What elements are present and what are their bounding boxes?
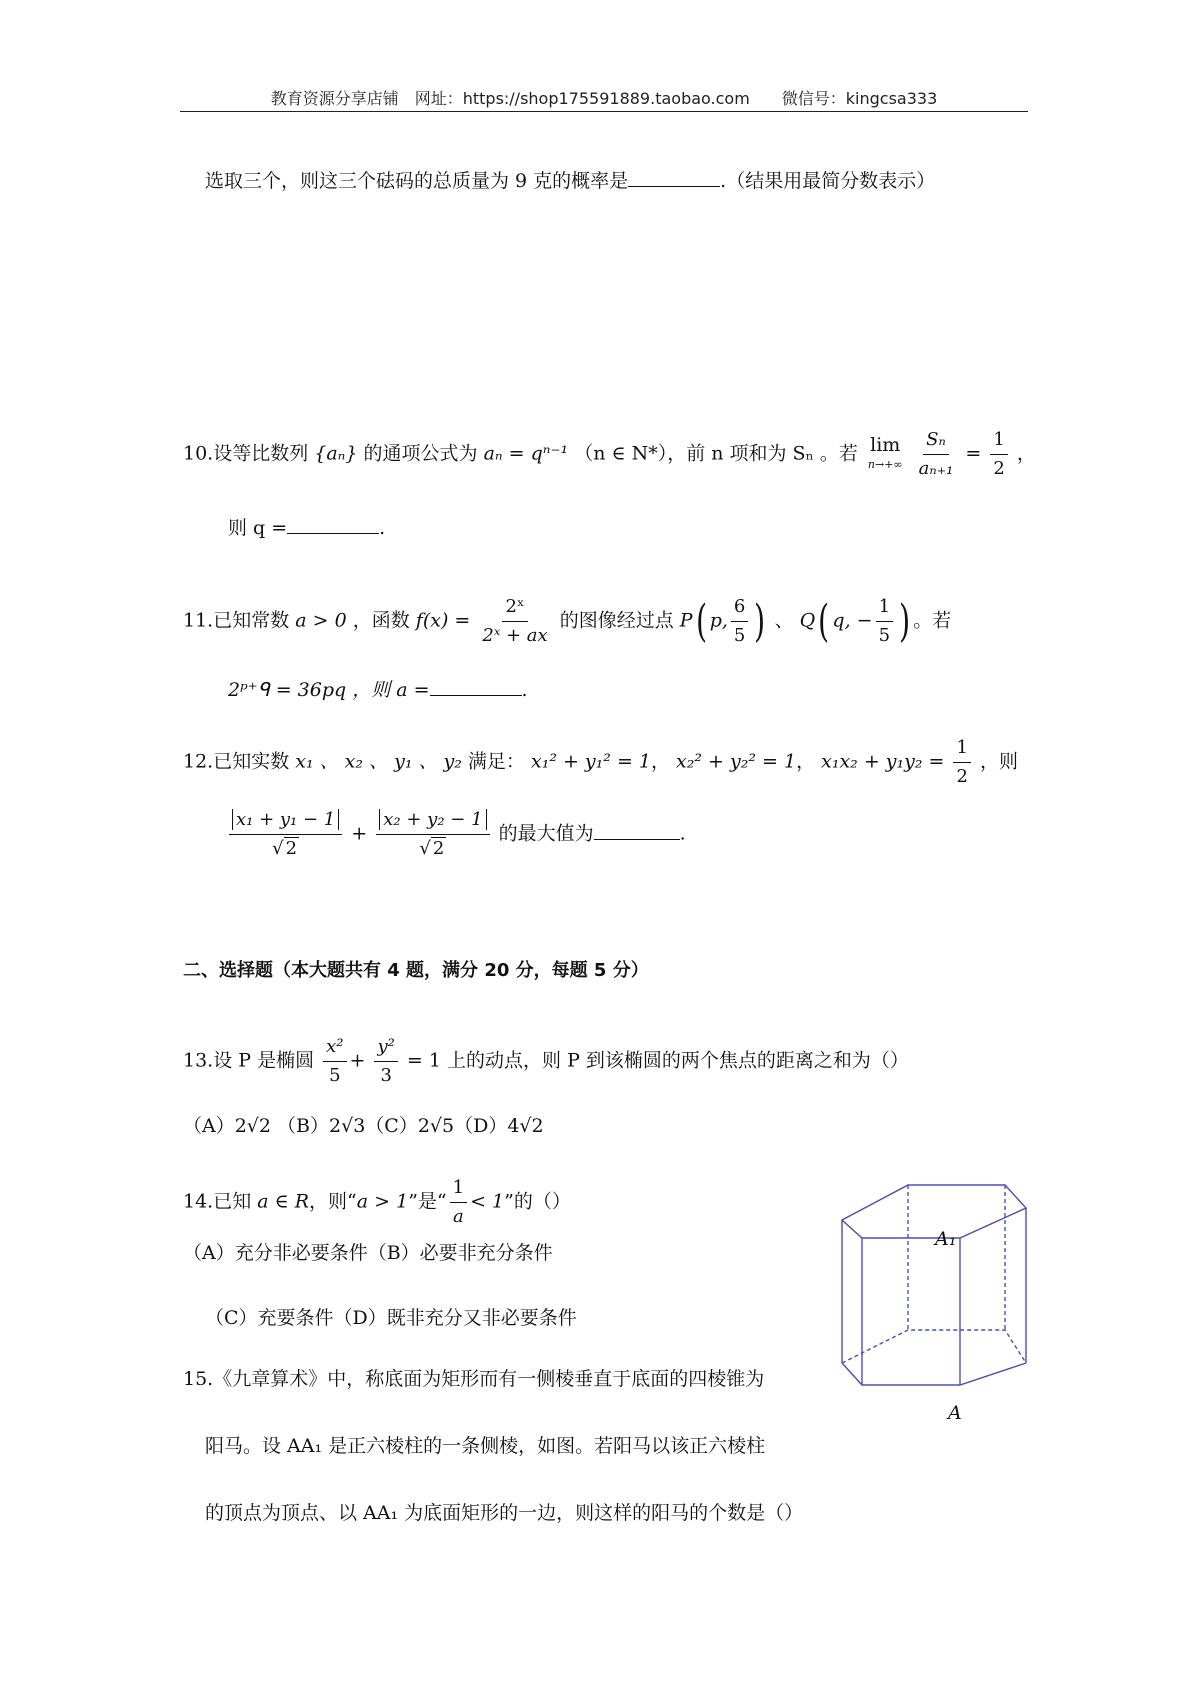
question-11-line-2 — [228, 677, 528, 703]
fraction-numerator: y² — [374, 1035, 397, 1062]
question-14-options-1: （A）充分非必要条件（B）必要非充分条件 — [183, 1242, 553, 1264]
q12-expression-1 — [229, 808, 342, 861]
fraction-denominator: 5 — [733, 625, 746, 646]
q14-text-2: ”是“ — [408, 1190, 447, 1213]
separator: 、 — [774, 609, 794, 632]
fraction-denominator: 2 — [993, 458, 1005, 479]
q10-prefix: 10.设等比数列 — [183, 442, 309, 465]
question-15-line-2: 阳马。设 AA₁ 是正六棱柱的一条侧棱，如图。若阳马以该正六棱柱 — [205, 1435, 766, 1457]
paren-left: ( — [695, 595, 707, 647]
q10-text: 的通项公式为 — [363, 442, 478, 465]
q10-fraction — [916, 428, 957, 481]
bottom-front-edges — [842, 1363, 1026, 1385]
q13-fraction-y — [374, 1035, 397, 1088]
question-15-line-3: 的顶点为顶点、以 AA₁ 为底面矩形的一边，则这样的阳马的个数是（） — [205, 1502, 804, 1524]
q10-end: ， — [1016, 442, 1036, 465]
equals-sign: = — [965, 442, 982, 465]
q12-expression-2 — [376, 808, 489, 861]
fraction-denominator: 2 — [956, 766, 968, 787]
paren-right: ) — [754, 595, 766, 647]
bottom-hidden-edges — [842, 1330, 1026, 1363]
q11-text-2: 的图像经过点 — [559, 609, 674, 632]
answer-blank — [594, 823, 680, 840]
q9-text: 选取三个，则这三个砝码的总质量为 9 克的概率是 — [205, 170, 629, 192]
fraction-denominator: 3 — [380, 1065, 392, 1086]
answer-blank — [430, 679, 522, 696]
q12-text: 满足： — [467, 750, 525, 773]
fraction-numerator: 1 — [876, 595, 893, 622]
paren-right: ) — [899, 595, 911, 647]
q12-equation-1: x₁² + y₁² = 1 — [530, 750, 651, 773]
point-q-fraction — [876, 595, 893, 648]
fraction-denominator: 2ˣ + ax — [482, 625, 548, 646]
question-13-options: （A）2√2 （B）2√3（C）2√5（D）4√2 — [183, 1115, 544, 1137]
vertex-label-a: A — [948, 1402, 962, 1424]
paren-left: ( — [818, 595, 830, 647]
q14-fraction — [450, 1176, 467, 1229]
q13-fraction-x — [323, 1035, 346, 1088]
q12-equation-3: x₁x₂ + y₁y₂ = — [821, 750, 945, 773]
q13-equals: = 1 — [406, 1049, 441, 1072]
section-heading: 二、选择题（本大题共有 4 题，满分 20 分，每题 5 分） — [183, 960, 649, 981]
q11-function: f(x) = — [415, 609, 471, 632]
hexagonal-prism-figure — [830, 1180, 1040, 1420]
q12-prefix: 12.已知实数 — [183, 750, 290, 773]
fraction-numerator: 1 — [953, 736, 970, 763]
q14-text: ，则“ — [309, 1190, 357, 1213]
lim-subscript: n→+∞ — [867, 457, 903, 471]
q10-formula: aₙ = qⁿ⁻¹ — [483, 442, 569, 465]
q14-prefix: 14.已知 — [183, 1190, 252, 1213]
sqrt-symbol: √ 2 — [272, 838, 298, 859]
q11-end: 。若 — [913, 609, 952, 632]
point-p-fraction — [731, 595, 748, 648]
q10-ask-end: . — [379, 517, 386, 539]
fraction-numerator: 6 — [731, 595, 748, 622]
q14-end: ”的（） — [504, 1190, 571, 1213]
prism-edges — [842, 1185, 1026, 1385]
question-12: 12.已知实数 x₁ 、 x₂ 、 y₁ 、 y₂ 满足： x₁² + y₁² = 1， x₂² + y₂² = 1， x₁x₂ + y₁y₂ = $\frac{1}{2}$ ，则 — [183, 737, 1018, 787]
q11-ask-end: . — [521, 679, 528, 701]
lim-word: lim — [870, 433, 901, 456]
q12-variables: x₁ 、 x₂ 、 y₁ 、 y₂ — [295, 750, 462, 773]
question-13: 13.设 P 是椭圆 $\frac{\text{x²}}{5}$ + $\frac{\text{y²}}{3}$ = 1 上的动点，则 P 到该椭圆的两个焦点的距离之和为（） — [183, 1036, 909, 1086]
fraction-numerator: 2ˣ — [502, 595, 527, 622]
fraction-denominator: aₙ₊₁ — [918, 458, 954, 479]
q14-cond-1: a > 1 — [356, 1190, 409, 1213]
q12-end: ，则 — [979, 750, 1018, 773]
fraction-numerator: 1 — [990, 428, 1007, 455]
question-10-line-2 — [228, 515, 385, 541]
fraction-denominator: a — [452, 1206, 464, 1227]
q13-tail: 上的动点，则 P 到该椭圆的两个焦点的距离之和为（） — [447, 1049, 909, 1072]
question-12-line-2: $\frac{\text{x₁ + y₁ − 1}}{√ 2}$ + $\frac{\text{x₂ + y₂ − 1}}{√ 2}$ 的最大值为 . — [226, 808, 686, 861]
point-q-label: Q — [799, 609, 816, 632]
point-q-coord: q, − — [832, 609, 873, 632]
point-p-coord: p, — [709, 609, 728, 632]
vertex-label-a1: A₁ — [935, 1228, 957, 1250]
fraction-numerator: 1 — [450, 1176, 467, 1203]
question-11 — [183, 595, 951, 648]
top-face — [842, 1185, 1026, 1238]
question-15-line-1: 15.《九章算术》中，称底面为矩形而有一侧棱垂直于底面的四棱锥为 — [183, 1368, 765, 1390]
q10-sequence: {aₙ} — [314, 442, 358, 465]
q12-equation-2: x₂² + y₂² = 1 — [676, 750, 797, 773]
question-14 — [183, 1176, 571, 1229]
fraction-numerator: x² — [323, 1035, 346, 1062]
q14-condition: a ∈ R — [257, 1190, 310, 1213]
q12-fraction — [953, 736, 970, 789]
q10-ask: 则 q = — [228, 517, 288, 539]
q10-limit — [868, 435, 903, 475]
q9-continuation — [205, 168, 935, 194]
sqrt-symbol: √ 2 — [419, 838, 445, 859]
q11-condition-2: 2ᵖ⁺ᑫ = 36pq ，则 a = — [228, 679, 430, 701]
absolute-value-2: x₂ + y₂ − 1 — [379, 809, 486, 830]
q14-cond-2: < 1 — [470, 1190, 505, 1213]
q10-condition: （n ∈ N*） — [574, 442, 668, 465]
header-rule — [180, 111, 1028, 112]
radicand: 2 — [285, 838, 298, 859]
q11-condition: a > 0 — [295, 609, 347, 632]
q11-fraction — [479, 595, 550, 648]
answer-blank — [287, 517, 379, 534]
q13-prefix: 13.设 P 是椭圆 — [183, 1049, 315, 1072]
q11-prefix: 11.已知常数 — [183, 609, 290, 632]
absolute-value-1: x₁ + y₁ − 1 — [232, 809, 339, 830]
q10-text-2: ，前 n 项和为 Sₙ 。若 — [667, 442, 858, 465]
radicand: 2 — [432, 838, 445, 859]
question-14-options-2: （C）充要条件（D）既非充分又非必要条件 — [205, 1307, 577, 1329]
question-10 — [183, 428, 1036, 481]
answer-blank — [628, 170, 720, 187]
fraction-denominator: 5 — [878, 625, 891, 646]
q12-tail: 的最大值为 — [498, 822, 594, 845]
point-p-label: P — [679, 609, 693, 632]
q12-tail-end: . — [679, 822, 686, 845]
q9-text-end: .（结果用最简分数表示） — [720, 170, 936, 192]
fraction-denominator: 5 — [329, 1065, 341, 1086]
q11-text: ，函数 — [352, 609, 410, 632]
q10-rhs-fraction — [990, 428, 1007, 481]
fraction-numerator: Sₙ — [923, 428, 949, 455]
page-header: 教育资源分享店铺 网址：https://shop175591889.taobao.com 微信号：kingcsa333 — [270, 89, 938, 108]
